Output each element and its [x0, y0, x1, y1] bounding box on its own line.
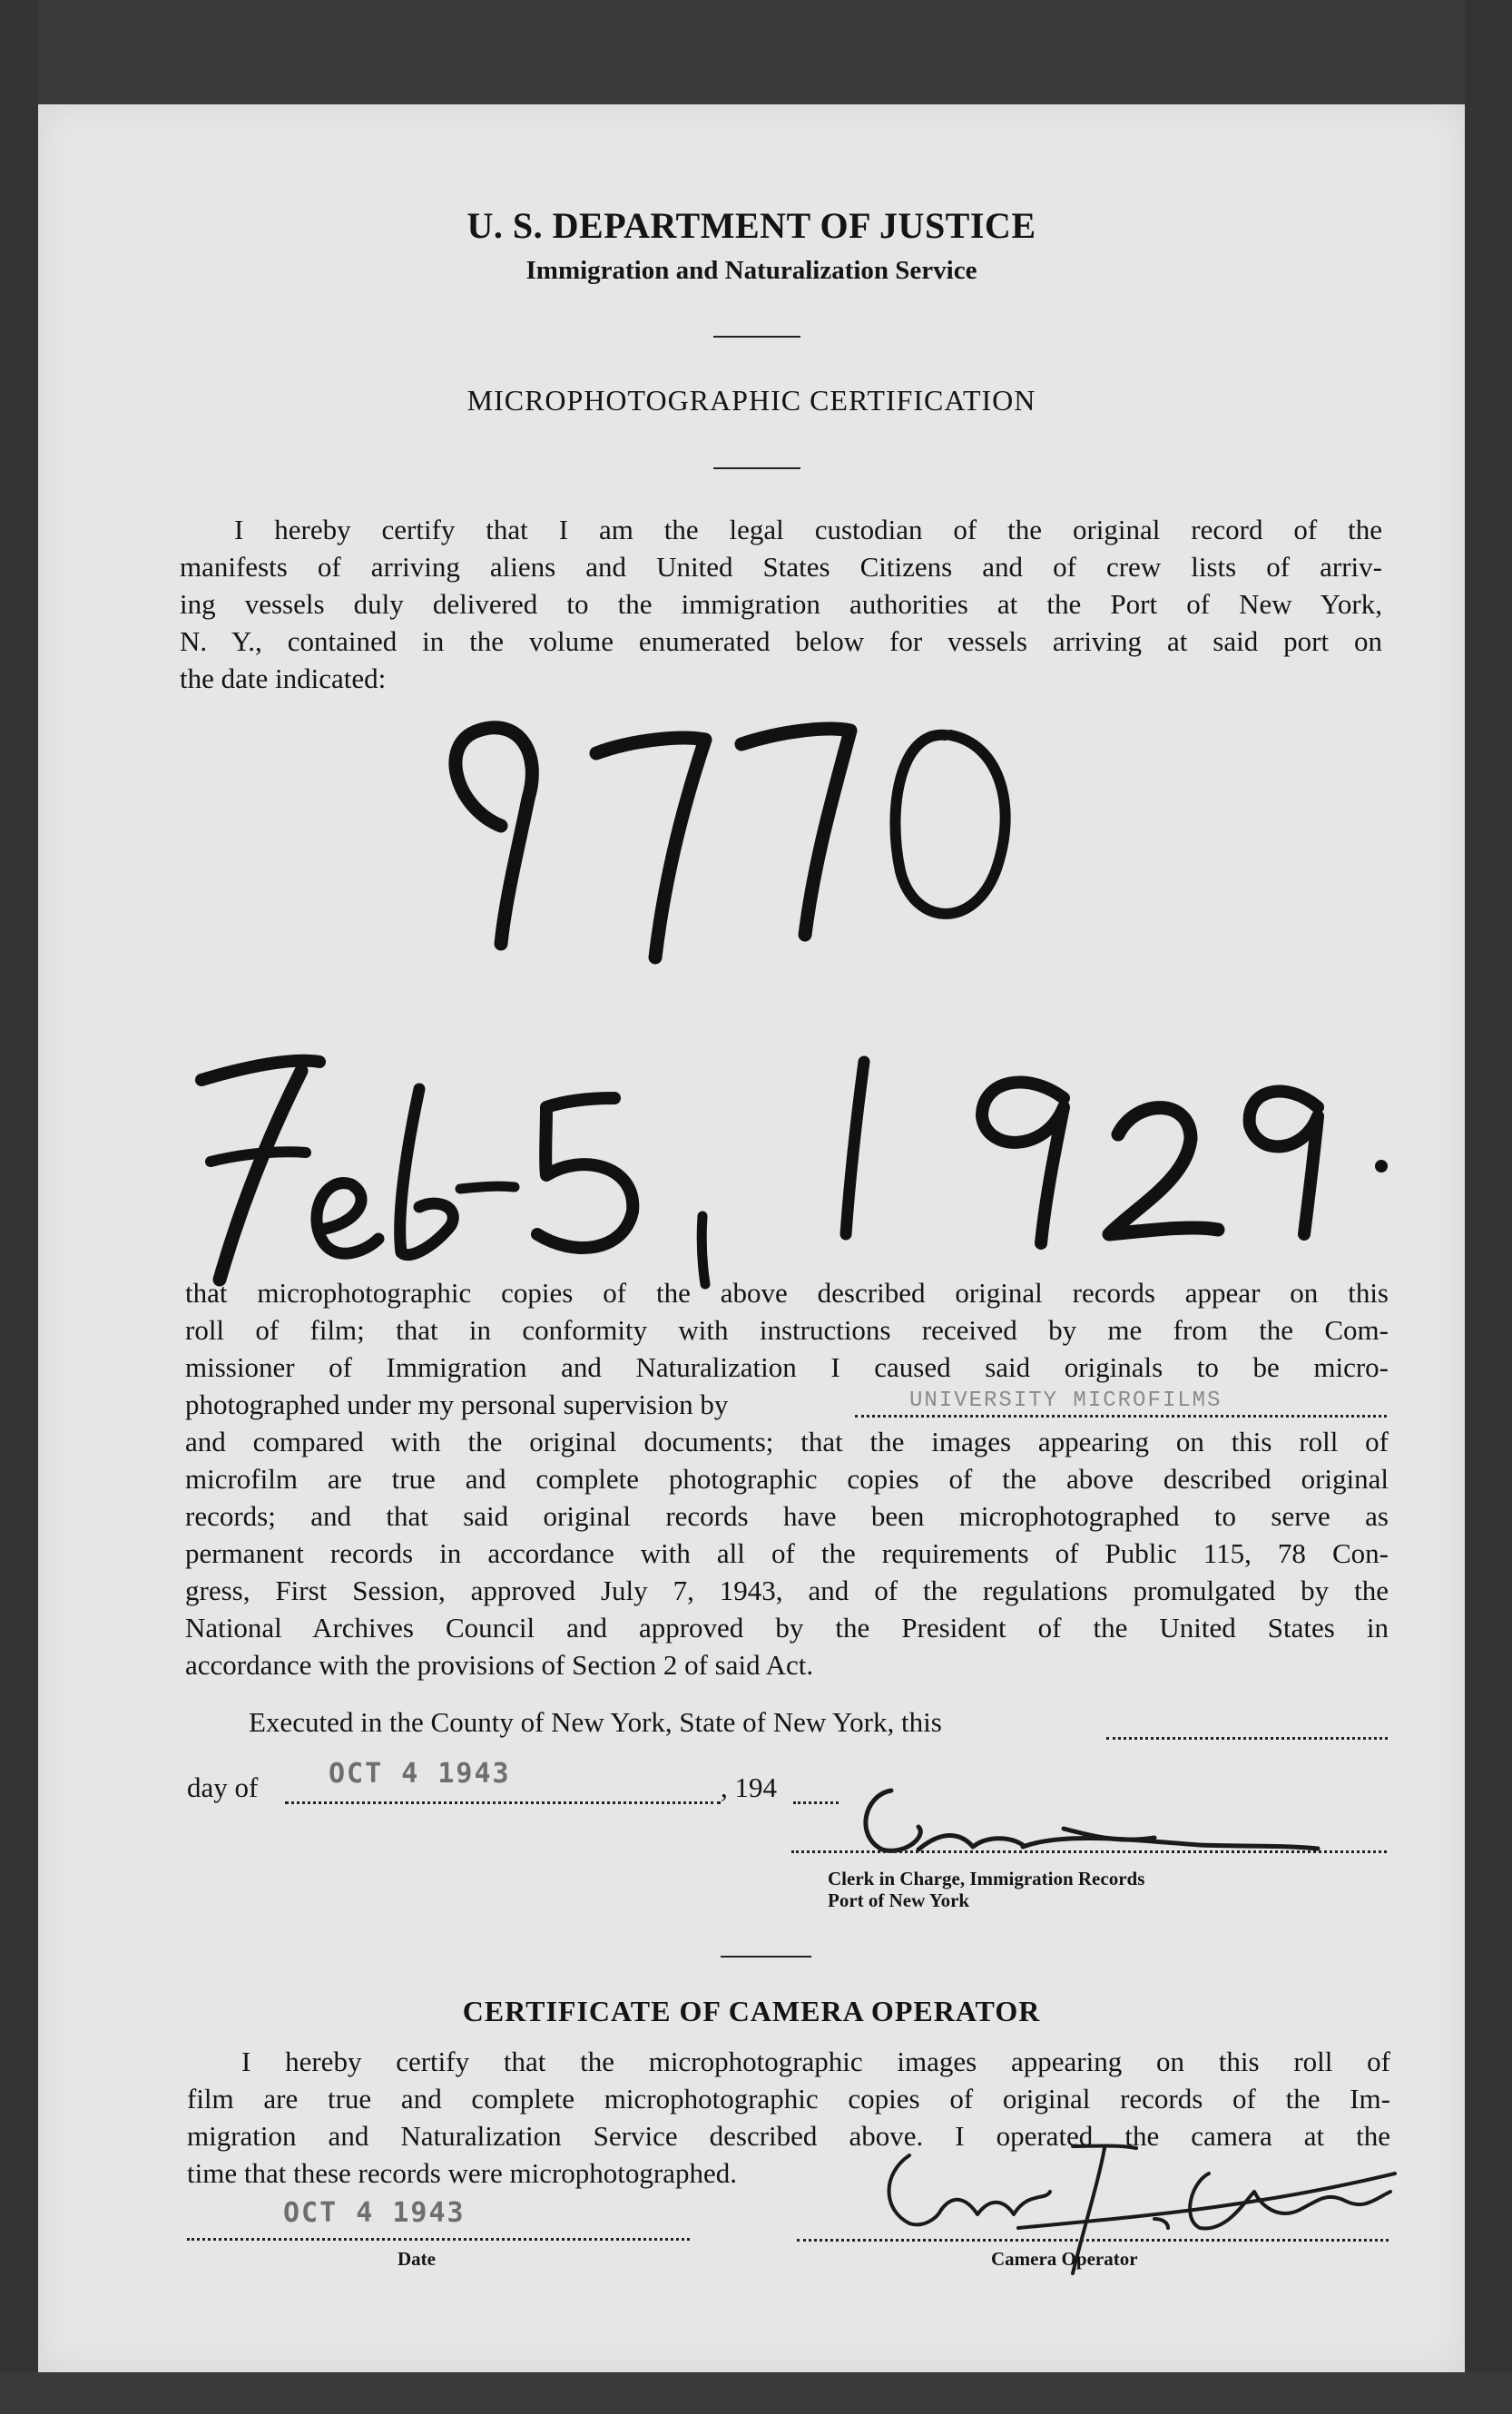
clerk-title: Clerk in Charge, Immigration Records	[828, 1868, 1145, 1889]
certification-title: MICROPHOTOGRAPHIC CERTIFICATION	[466, 384, 1036, 417]
camera-date-label: Date	[398, 2248, 436, 2270]
intro-line: N. Y., contained in the volume enumerated below for vessels arriving at said port on	[180, 625, 1382, 657]
camera-line: film are true and complete microphotographic copies of original records of the Im-	[187, 2083, 1390, 2115]
film-frame-left	[0, 0, 38, 2414]
film-frame-bottom	[0, 2372, 1512, 2414]
body-line: National Archives Council and approved by the President of the United States in	[185, 1612, 1389, 1644]
certification-body	[185, 1274, 1389, 1683]
camera-operator-label: Camera Operator	[991, 2248, 1138, 2270]
day-of-label: day of	[187, 1771, 259, 1803]
certificate-page	[38, 104, 1465, 2372]
supervision-line	[185, 1386, 1389, 1423]
camera-operator-signature	[855, 2137, 1399, 2301]
film-frame-right	[1465, 0, 1512, 2414]
intro-line: the date indicated:	[180, 662, 387, 694]
body-line: gress, First Session, approved July 7, 1943, and of the regulations promulgated by the	[185, 1575, 1389, 1606]
body-line: records; and that said original records have been microphotographed to serve as	[185, 1500, 1389, 1532]
intro-line: I hereby certify that I am the legal custodian of the original record of the	[234, 514, 1382, 545]
intro-line: ing vessels duly delivered to the immigration authorities at the Port of New York,	[180, 588, 1382, 620]
service-subheading: Immigration and Naturalization Service	[525, 256, 977, 285]
camera-line: I hereby certify that the microphotographic images appearing on this roll of	[241, 2046, 1390, 2077]
camera-certificate-title: CERTIFICATE OF CAMERA OPERATOR	[462, 1995, 1041, 2027]
body-line: accordance with the provisions of Section 2 of said Act.	[185, 1649, 814, 1681]
divider	[721, 1956, 811, 1958]
microfilm-company: UNIVERSITY MICROFILMS	[909, 1389, 1222, 1413]
intro-paragraph	[180, 511, 1382, 697]
body-line: roll of film; that in conformity with instructions received by me from the Com-	[185, 1314, 1389, 1346]
camera-date-stamp: OCT 4 1943	[283, 2197, 466, 2229]
body-line: and compared with the original documents; that the images appearing on this roll of	[185, 1426, 1389, 1457]
execution-date-stamp: OCT 4 1943	[329, 1758, 511, 1790]
divider	[713, 336, 800, 338]
execution-line: Executed in the County of New York, State of New York, this	[249, 1706, 942, 1738]
camera-operator-line	[797, 2237, 1389, 2242]
body-line: microfilm are true and complete photographic copies of the above described original	[185, 1463, 1389, 1495]
camera-line: migration and Naturalization Service described above. I operated the camera at the	[187, 2120, 1390, 2152]
year-prefix: , 194	[721, 1771, 777, 1803]
supervision-prefix: photographed under my personal supervision by	[185, 1389, 729, 1420]
clerk-port: Port of New York	[828, 1889, 970, 1911]
body-line: permanent records in accordance with all of the requirements of Public 115, 78 Con-	[185, 1537, 1389, 1569]
camera-date-field	[187, 2236, 690, 2241]
camera-line: time that these records were microphotographed.	[187, 2157, 737, 2189]
body-line: missioner of Immigration and Naturalization I caused said originals to be micro-	[185, 1351, 1389, 1383]
divider	[713, 467, 800, 469]
film-frame-top	[0, 0, 1512, 104]
execution-day-field	[1106, 1715, 1388, 1740]
clerk-signature-line	[791, 1849, 1387, 1853]
intro-line: manifests of arriving aliens and United States Citizens and of crew lists of arriv-	[180, 551, 1382, 583]
body-line: that microphotographic copies of the above described original records appear on this	[185, 1277, 1389, 1309]
department-heading: U. S. DEPARTMENT OF JUSTICE	[466, 205, 1036, 246]
